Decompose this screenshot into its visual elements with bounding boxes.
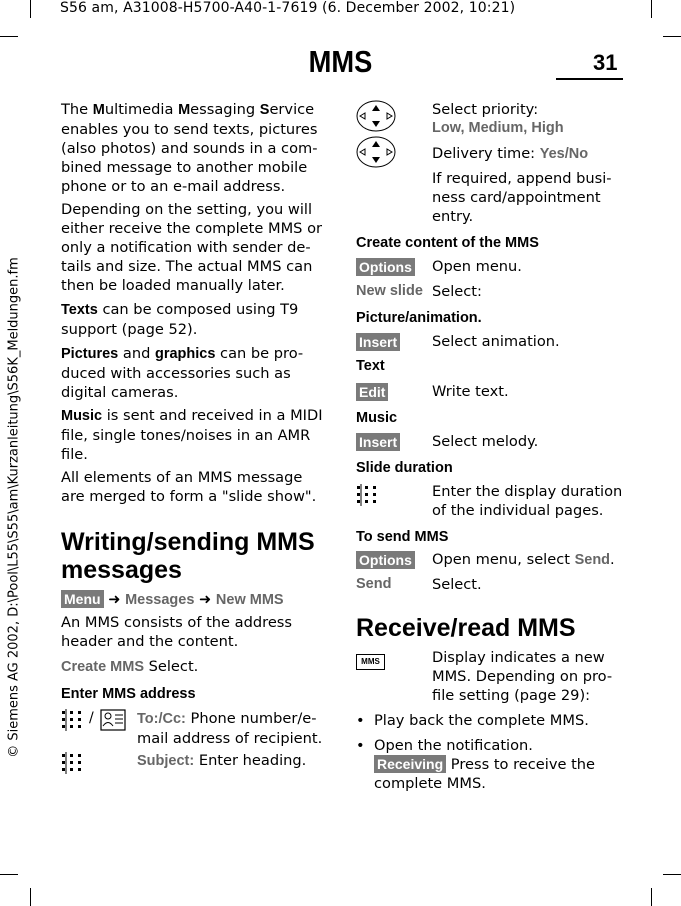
create-content-heading: Create content of the MMS: [356, 235, 539, 251]
music-heading: Music: [356, 410, 398, 426]
crop-mark: [651, 0, 652, 18]
page-number-rule: [556, 78, 623, 80]
keypad-icon: [61, 752, 89, 774]
keypad-icon: [61, 709, 89, 731]
crop-mark: [0, 874, 18, 875]
receive-options-list: [356, 711, 626, 793]
crop-mark: [30, 888, 31, 906]
picture-heading: Picture/animation.: [356, 310, 482, 326]
menu-key: Menu: [61, 590, 104, 608]
send-text: Select.: [432, 576, 482, 593]
slide-duration-heading: Slide duration: [356, 460, 453, 476]
options-key: Options: [356, 551, 415, 569]
to-cc-line: To:/Cc: Phone number/e-mail address of recipient.: [137, 710, 323, 747]
running-head: S56 am, A31008-H5700-A40-1-7619 (6. December 2002, 10:21): [60, 0, 516, 16]
insert-key: Insert: [356, 333, 400, 351]
mms-description: An MMS consists of the address header and the content.: [61, 614, 293, 650]
crop-mark: [663, 36, 681, 37]
phonebook-icon: [98, 708, 128, 732]
enter-address-heading: Enter MMS address: [61, 686, 196, 702]
append-text: If required, append busi-ness card/appointment entry.: [432, 170, 612, 225]
crop-mark: [30, 0, 31, 18]
options-row-text: Open menu.: [432, 258, 522, 275]
crop-mark: [651, 888, 652, 906]
mms-indicator-icon: MMS: [356, 654, 385, 670]
crop-mark: [663, 874, 681, 875]
crop-mark: [0, 36, 18, 37]
list-item: • Open the notification. Receiving Press to receive the complete MMS.: [356, 737, 596, 792]
delivery-row: Delivery time: Yes/No: [432, 145, 589, 162]
priority-row: Select priority: Low, Medium, High: [432, 101, 564, 136]
edit-key: Edit: [356, 383, 388, 401]
intro-paragraph-1: The Multimedia Messaging Service enables you to send texts, pictures (also photos) and sounds in a com-bined message to another mobile phone or to an e-mail address.: [61, 101, 318, 195]
display-indicates-text: Display indicates a new MMS. Depending on pro-file setting (page 29):: [432, 649, 613, 704]
section-heading-writing: Writing/sending MMS messages: [61, 528, 315, 584]
subject-line: Subject: Enter heading.: [137, 752, 307, 769]
navigation-key-icon: [356, 100, 396, 132]
new-slide-label: New slide: [356, 283, 423, 299]
page-title: MMS: [308, 44, 373, 79]
receiving-key: Receiving: [374, 755, 446, 773]
keypad-icon: [356, 484, 384, 506]
section-heading-receive: Receive/read MMS: [356, 614, 576, 642]
send-label: Send: [356, 576, 392, 592]
create-mms-line: Create MMS Select.: [61, 658, 199, 675]
options-send-text: Open menu, select Send.: [432, 551, 615, 568]
text-heading: Text: [356, 358, 385, 374]
slide-duration-text: Enter the display duration of the individual pages.: [432, 483, 623, 519]
options-key: Options: [356, 258, 415, 276]
menu-path: Menu ➜ Messages ➜ New MMS: [61, 590, 327, 610]
edit-text: Write text.: [432, 383, 509, 400]
intro-paragraph-3: Texts can be composed using T9 support (page 52).: [61, 301, 299, 338]
navigation-key-icon: [356, 136, 396, 168]
send-heading: To send MMS: [356, 529, 449, 545]
side-copyright: © Siemens AG 2002, D:\Pool\L55\S55\am\Kurzanleitung\S56K_Meldungen.fm: [6, 257, 22, 758]
intro-paragraph-4: Pictures and graphics can be pro-duced with accessories such as digital cameras.: [61, 345, 304, 401]
intro-paragraph-5: Music is sent and received in a MIDI file, single tones/noises in an AMR file.: [61, 407, 323, 463]
insert-melody-text: Select melody.: [432, 433, 539, 450]
icon-separator: /: [89, 710, 94, 726]
new-slide-text: Select:: [432, 283, 482, 300]
insert-key: Insert: [356, 433, 400, 451]
intro-paragraph-6: All elements of an MMS message are merged to form a "slide show".: [61, 469, 317, 505]
insert-animation-text: Select animation.: [432, 333, 560, 350]
list-item: • Play back the complete MMS.: [356, 712, 589, 729]
intro-paragraph-2: Depending on the setting, you will either receive the complete MMS or only a notification with sender de-tails and size. The actual MMS can then be loaded manually later.: [61, 201, 322, 294]
page-number: 31: [593, 50, 618, 75]
